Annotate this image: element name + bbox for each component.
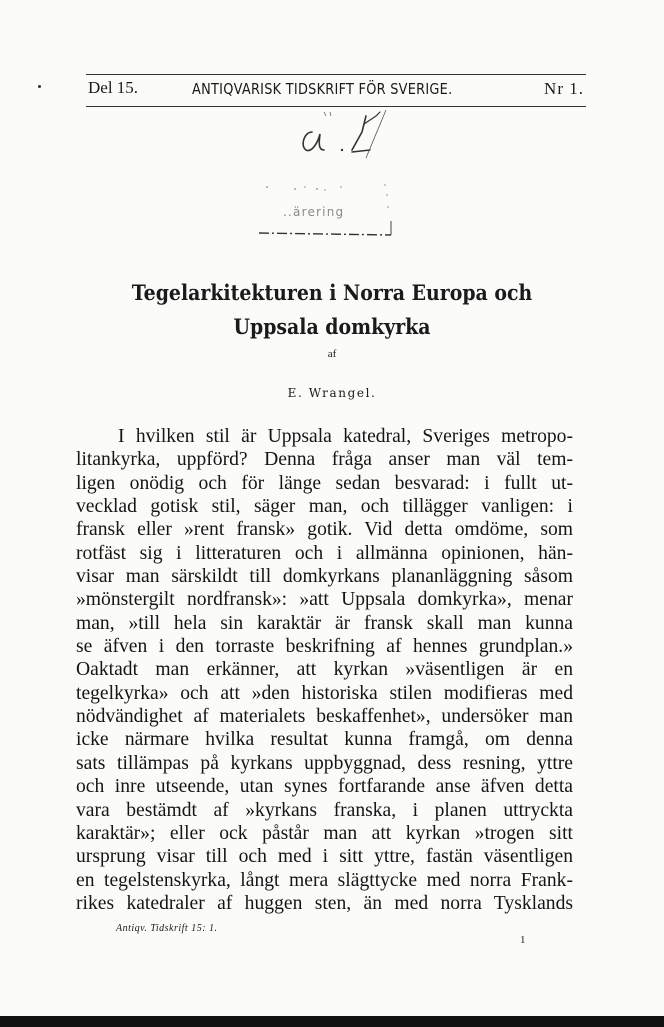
body-line: se äfven i den torraste beskrifning af hennes grundplan.» xyxy=(76,636,573,658)
body-line: rikes katedraler af huggen sten, än med norra Tysklands xyxy=(76,892,573,914)
scan-edge xyxy=(0,1016,664,1027)
handwritten-shelf-mark xyxy=(290,110,400,160)
signature-mark: Antiqv. Tidskrift 15: 1. xyxy=(116,923,218,934)
body-line: I hvilken stil är Uppsala katedral, Sveriges metropo- xyxy=(118,426,573,447)
body-line: en tegelstenskyrka, långt mera slägttycke med norra Frank- xyxy=(76,869,573,891)
svg-text:..ärering: ..ärering xyxy=(283,205,345,219)
header-rule-bottom xyxy=(86,106,586,107)
body-line: och inre utseende, utan synes fortfarande anse äfven detta xyxy=(76,776,573,798)
margin-mark xyxy=(38,85,41,88)
library-stamp xyxy=(255,175,395,240)
article-title-line-1: Tegelarkitekturen i Norra Europa och xyxy=(131,280,533,306)
body-line: karaktär»; eller ock påstår man att kyrkan »trogen sitt xyxy=(76,822,573,844)
article-title xyxy=(105,276,559,344)
article-body xyxy=(76,425,573,915)
body-line: vecklad gotisk stil, säger man, och tillägger vanligen: i xyxy=(76,496,573,518)
body-line: rotfäst sig i litteraturen och i allmänna opinionen, hän- xyxy=(76,542,573,564)
body-line: man, »till hela sin karaktär är fransk skall man kunna xyxy=(76,612,573,634)
body-line: »mönstergilt nordfransk»: »att Uppsala domkyrka», menar xyxy=(76,589,573,611)
body-line: sats tillämpas på kyrkans uppbyggnad, dess resning, yttre xyxy=(76,752,573,774)
body-line: tegelkyrka» och att »den historiska stilen modifieras med xyxy=(76,682,573,704)
page-number: 1 xyxy=(520,934,526,946)
body-line: Oaktadt man erkänner, att kyrkan »väsentligen är en xyxy=(76,659,573,681)
byline-prefix: af xyxy=(327,348,337,360)
body-line: fransk eller »rent fransk» gotik. Vid detta omdöme, som xyxy=(76,519,573,541)
issue-number: Nr 1. xyxy=(544,79,584,98)
body-line: visar man särskildt till domkyrkans plananläggning såsom xyxy=(76,566,573,588)
body-line: nödvändighet af materialets beskaffenhet», undersöker man xyxy=(76,706,573,728)
journal-title: ANTIQVARISK TIDSKRIFT FÖR SVERIGE. xyxy=(192,80,453,98)
body-line: vara bestämdt af »kyrkans franska, i planen uttryckta xyxy=(76,799,573,821)
body-line: ligen onödig och för länge sedan besvarad: i fullt ut- xyxy=(76,472,573,494)
body-line: ursprung visar till och med i sitt yttre, fastän väsentligen xyxy=(76,846,573,868)
article-title-line-2: Uppsala domkyrka xyxy=(233,314,431,340)
author-name: E. Wrangel. xyxy=(287,386,377,400)
body-line: icke närmare hvilka resultat kunna framgå, om denna xyxy=(76,729,573,751)
running-head xyxy=(86,72,586,106)
body-line: litankyrka, uppförd? Denna fråga anser man väl tem- xyxy=(76,449,573,471)
volume-label: Del 15. xyxy=(88,78,139,97)
